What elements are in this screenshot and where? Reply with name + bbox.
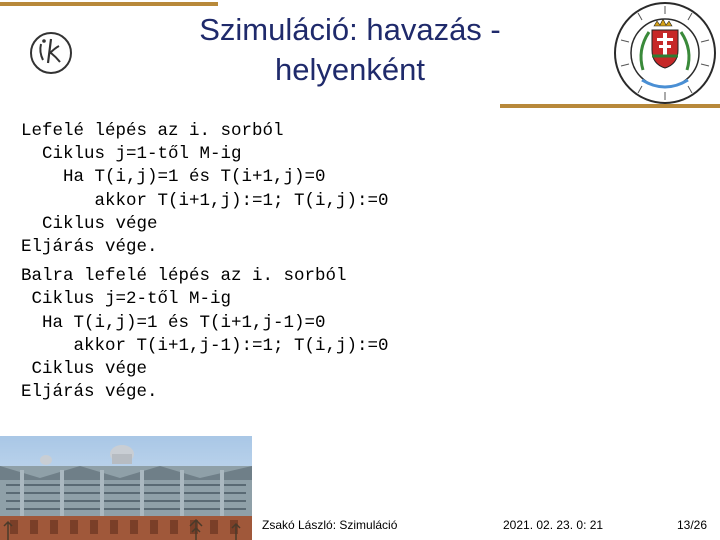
code-line: Ha T(i,j)=1 és T(i+1,j-1)=0 (21, 312, 326, 333)
code-line: Balra lefelé lépés az i. sorból (21, 266, 347, 287)
title-line-2: helyenként (275, 52, 425, 87)
code-line: akkor T(i+1,j):=1; T(i,j):=0 (21, 190, 389, 211)
university-seal-icon (612, 0, 718, 106)
code-line: Ha T(i,j)=1 és T(i+1,j)=0 (21, 167, 326, 188)
code-line: Ciklus vége (21, 359, 148, 380)
ik-logo-icon (28, 30, 74, 76)
code-line: Ciklus j=2-től M-ig (21, 289, 232, 310)
top-decorative-rule (0, 2, 218, 6)
code-line: Ciklus j=1-től M-ig (21, 144, 242, 165)
slide-title (130, 10, 570, 90)
footer-date: 2021. 02. 23. 0: 21 (503, 518, 604, 532)
title-line-1: Szimuláció: havazás - (199, 12, 501, 47)
footer-page-number: 13/26 (677, 518, 708, 532)
code-line: akkor T(i+1,j-1):=1; T(i,j):=0 (21, 335, 389, 356)
code-line: Lefelé lépés az i. sorból (21, 121, 284, 141)
code-line: Eljárás vége. (21, 237, 158, 258)
campus-building-photo (0, 436, 252, 540)
code-line: Ciklus vége (21, 213, 158, 234)
pseudocode-block (21, 120, 389, 404)
code-line: Eljárás vége. (21, 382, 158, 403)
footer-author: Zsakó László: Szimuláció (262, 518, 398, 532)
